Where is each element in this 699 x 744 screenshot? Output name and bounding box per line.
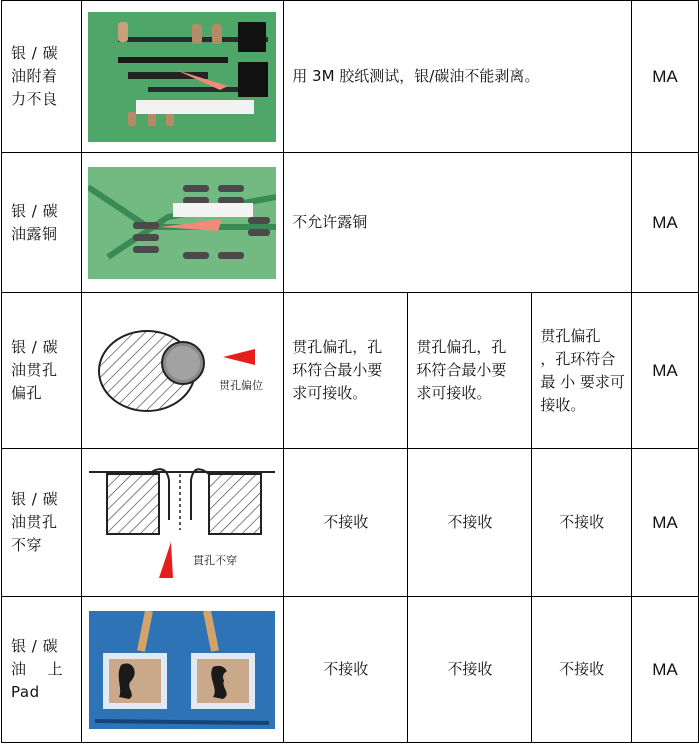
defect-name-line: 偏孔 bbox=[11, 384, 43, 402]
condition-line: 贯孔偏孔，孔 bbox=[416, 338, 507, 356]
example-photo-cell bbox=[81, 1, 284, 153]
table-row bbox=[2, 153, 699, 293]
defect-name-cell bbox=[2, 449, 82, 597]
defect-name-line: 力不良 bbox=[11, 90, 58, 108]
condition-cell-a bbox=[284, 293, 408, 449]
condition-line: 环符合最小要 bbox=[292, 361, 383, 379]
defect-name-line: 银 / 碳 bbox=[11, 338, 59, 356]
condition-cell-b: 不接收 bbox=[408, 449, 532, 597]
grade-cell: MA bbox=[631, 153, 698, 293]
condition-cell-c bbox=[532, 293, 632, 449]
defect-table bbox=[1, 0, 699, 743]
table-row bbox=[2, 597, 699, 743]
example-photo-cell bbox=[81, 449, 284, 597]
defect-name-cell bbox=[2, 293, 82, 449]
defect-name-line: 油露铜 bbox=[11, 224, 58, 243]
condition-line: 接收。 bbox=[540, 395, 586, 414]
example-photo-cell bbox=[81, 153, 284, 293]
via-not-through-sketch bbox=[89, 460, 275, 586]
defect-name-line: 油贯孔 bbox=[11, 513, 58, 531]
condition-line: 求可接收。 bbox=[416, 384, 492, 402]
table-row bbox=[2, 449, 699, 597]
defect-name-line: 银 / 碳 bbox=[11, 637, 59, 655]
grade-cell: MA bbox=[631, 1, 698, 153]
condition-line: 求可接收。 bbox=[292, 384, 368, 402]
defect-name-line: 油附着 bbox=[11, 67, 58, 85]
table-row bbox=[2, 1, 699, 153]
condition-line: 环符合最小要 bbox=[416, 361, 507, 379]
condition-cell-b bbox=[408, 293, 532, 449]
defect-name-line: 油 上 bbox=[11, 660, 64, 678]
defect-name-line: 银 / 碳 bbox=[11, 201, 59, 220]
condition-cell-a: 不接收 bbox=[284, 597, 408, 743]
defect-name-line: 银 / 碳 bbox=[11, 44, 59, 62]
condition-cell-a: 不接收 bbox=[284, 449, 408, 597]
grade-cell: MA bbox=[631, 449, 698, 597]
sketch-label: 貫孔不穿 bbox=[193, 553, 238, 567]
via-offset-sketch bbox=[87, 311, 277, 431]
defect-name-line: 不穿 bbox=[11, 536, 43, 554]
pcb-adhesion-photo bbox=[88, 12, 276, 142]
defect-name-cell bbox=[2, 597, 82, 743]
defect-name-line: 油贯孔 bbox=[11, 361, 58, 379]
condition-cell-b: 不接收 bbox=[408, 597, 532, 743]
defect-name-cell bbox=[2, 1, 82, 153]
requirement-cell: 用 3M 胶纸测试，银/碳油不能剥离。 bbox=[284, 1, 632, 153]
example-photo-cell bbox=[81, 293, 284, 449]
grade-cell: MA bbox=[631, 597, 698, 743]
table-row bbox=[2, 293, 699, 449]
grade-cell: MA bbox=[631, 293, 698, 449]
condition-line: ，孔环符合 bbox=[540, 349, 616, 368]
requirement-cell: 不允许露铜 bbox=[284, 153, 632, 293]
condition-line: 贯孔偏孔 bbox=[540, 326, 601, 345]
defect-name-line: 银 / 碳 bbox=[11, 490, 59, 508]
pcb-ink-on-pad-photo bbox=[89, 611, 275, 729]
condition-line: 最 小 要求可 bbox=[540, 372, 625, 391]
condition-line: 贯孔偏孔，孔 bbox=[292, 338, 383, 356]
pcb-copper-exposed-photo bbox=[88, 167, 276, 279]
sketch-label: 贯孔偏位 bbox=[219, 378, 264, 392]
example-photo-cell bbox=[81, 597, 284, 743]
condition-cell-c: 不接收 bbox=[532, 449, 632, 597]
defect-name-line: Pad bbox=[11, 683, 40, 701]
defect-name-cell bbox=[2, 153, 82, 293]
condition-cell-c: 不接收 bbox=[532, 597, 632, 743]
